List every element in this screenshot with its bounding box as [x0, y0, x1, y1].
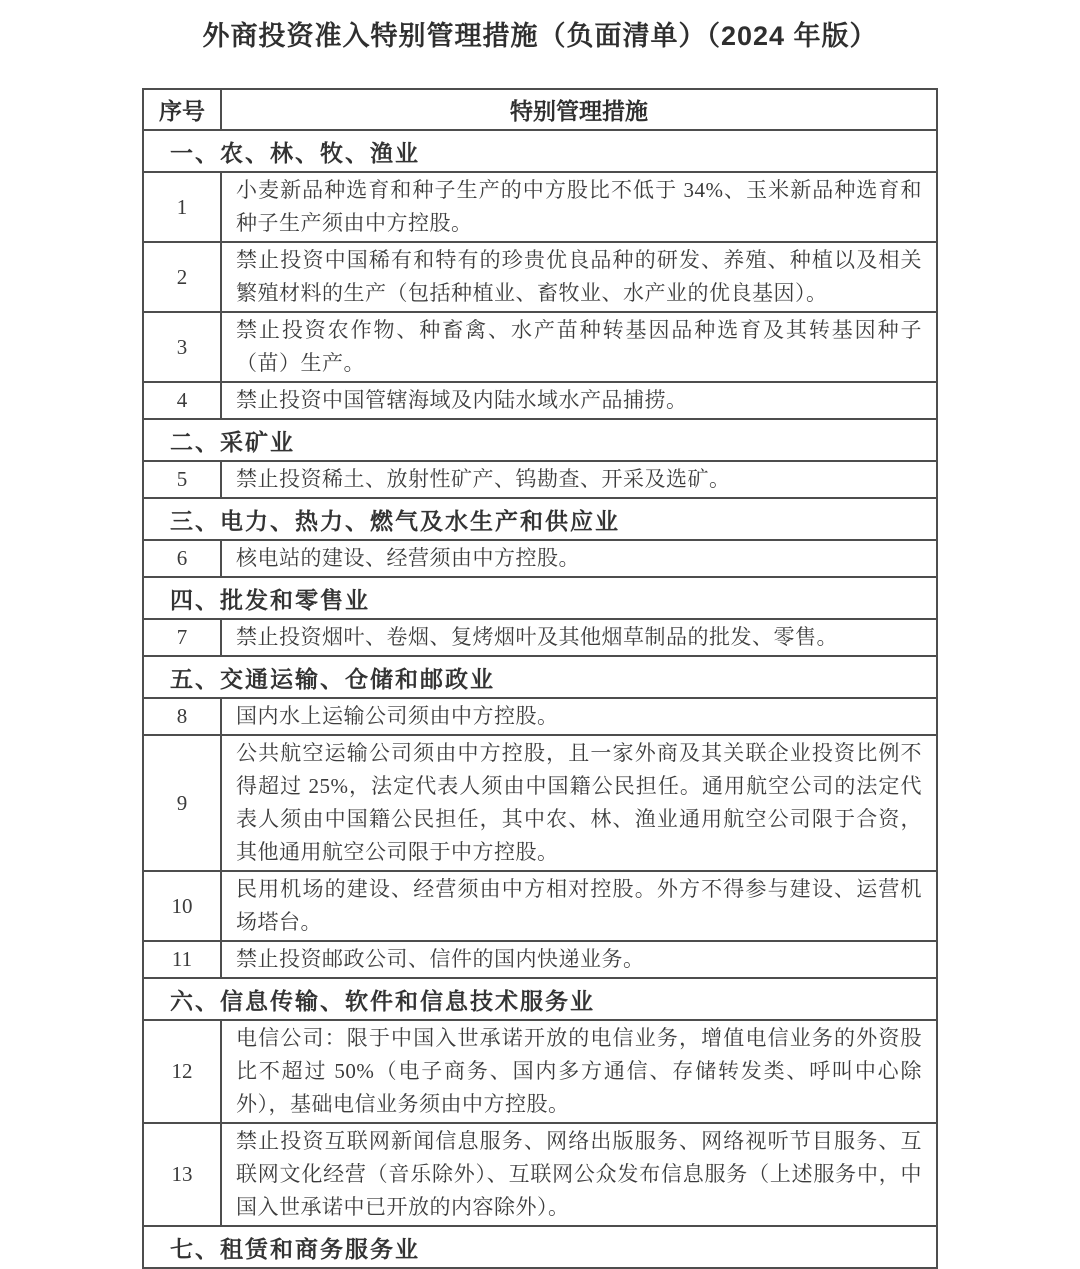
measure-text-cell: 禁止投资邮政公司、信件的国内快递业务。: [221, 941, 937, 978]
measure-text-cell: 公共航空运输公司须由中方控股，且一家外商及其关联企业投资比例不得超过 25%，法定代表人须由中国籍公民担任。通用航空公司的法定代表人须由中国籍公民担任，其中农、林、渔业通用航空公司限于合资，其他通用航空公司限于中方控股。: [221, 735, 937, 871]
table-row: [143, 698, 937, 735]
table-row: [143, 172, 937, 242]
measure-text-cell: 禁止投资中国管辖海域及内陆水域水产品捕捞。: [221, 382, 937, 419]
row-number-cell: 3: [143, 312, 221, 382]
table-row: [143, 461, 937, 498]
measure-text-cell: 国内水上运输公司须由中方控股。: [221, 698, 937, 735]
row-number-cell: 1: [143, 172, 221, 242]
section-title: 三、电力、热力、燃气及水生产和供应业: [143, 498, 937, 540]
section-row: [143, 577, 937, 619]
section-title: 四、批发和零售业: [143, 577, 937, 619]
table-row: [143, 540, 937, 577]
row-number-cell: 8: [143, 698, 221, 735]
section-row: [143, 978, 937, 1020]
section-row: [143, 419, 937, 461]
table-row: [143, 735, 937, 871]
row-number-cell: 4: [143, 382, 221, 419]
measure-text-cell: 民用机场的建设、经营须由中方相对控股。外方不得参与建设、运营机场塔台。: [221, 871, 937, 941]
section-title: 一、农、林、牧、渔业: [143, 130, 937, 172]
row-number-cell: 11: [143, 941, 221, 978]
table-row: [143, 871, 937, 941]
measure-text-cell: 电信公司：限于中国入世承诺开放的电信业务，增值电信业务的外资股比不超过 50%（电子商务、国内多方通信、存储转发类、呼叫中心除外），基础电信业务须由中方控股。: [221, 1020, 937, 1123]
table-row: [143, 1123, 937, 1226]
page-title: 外商投资准入特别管理措施（负面清单）（2024 年版）: [202, 21, 878, 51]
row-number-cell: 9: [143, 735, 221, 871]
row-number-cell: 5: [143, 461, 221, 498]
measures-table-wrapper: [142, 88, 938, 1269]
section-row: [143, 1226, 937, 1268]
col-header-seq: 序号: [143, 89, 221, 130]
measure-text-cell: 核电站的建设、经营须由中方控股。: [221, 540, 937, 577]
row-number-cell: 7: [143, 619, 221, 656]
row-number-cell: 10: [143, 871, 221, 941]
row-number-cell: 13: [143, 1123, 221, 1226]
section-row: [143, 130, 937, 172]
row-number-cell: 2: [143, 242, 221, 312]
section-row: [143, 498, 937, 540]
section-title: 二、采矿业: [143, 419, 937, 461]
measure-text-cell: 禁止投资稀土、放射性矿产、钨勘查、开采及选矿。: [221, 461, 937, 498]
table-row: [143, 1020, 937, 1123]
table-row: [143, 242, 937, 312]
col-header-measures: 特别管理措施: [221, 89, 937, 130]
measure-text-cell: 禁止投资中国稀有和特有的珍贵优良品种的研发、养殖、种植以及相关繁殖材料的生产（包括种植业、畜牧业、水产业的优良基因）。: [221, 242, 937, 312]
table-row: [143, 312, 937, 382]
section-row: [143, 656, 937, 698]
row-number-cell: 6: [143, 540, 221, 577]
measures-table-body: [143, 89, 937, 1268]
measure-text-cell: 小麦新品种选育和种子生产的中方股比不低于 34%、玉米新品种选育和种子生产须由中方控股。: [221, 172, 937, 242]
table-row: [143, 382, 937, 419]
measure-text-cell: 禁止投资农作物、种畜禽、水产苗种转基因品种选育及其转基因种子（苗）生产。: [221, 312, 937, 382]
measure-text-cell: 禁止投资互联网新闻信息服务、网络出版服务、网络视听节目服务、互联网文化经营（音乐除外）、互联网公众发布信息服务（上述服务中，中国入世承诺中已开放的内容除外）。: [221, 1123, 937, 1226]
row-number-cell: 12: [143, 1020, 221, 1123]
measure-text-cell: 禁止投资烟叶、卷烟、复烤烟叶及其他烟草制品的批发、零售。: [221, 619, 937, 656]
table-row: [143, 619, 937, 656]
measures-table: [142, 88, 938, 1269]
section-title: 六、信息传输、软件和信息技术服务业: [143, 978, 937, 1020]
section-title: 五、交通运输、仓储和邮政业: [143, 656, 937, 698]
header-row: [143, 89, 937, 130]
table-row: [143, 941, 937, 978]
section-title: 七、租赁和商务服务业: [143, 1226, 937, 1268]
